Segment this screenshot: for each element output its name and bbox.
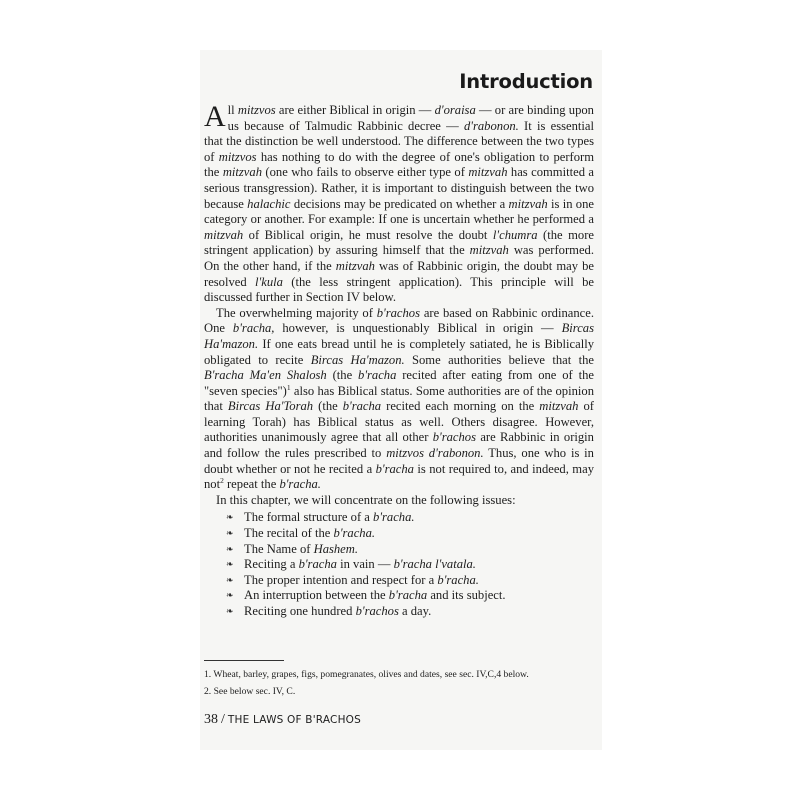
list-item [226,588,594,604]
body-text [204,100,595,620]
text-run: (the [326,368,359,383]
page-number: 38 [204,712,218,727]
list-item [226,557,594,573]
text-run: repeat the [223,477,280,492]
text-run: (one who fails to observe either type of [262,165,469,180]
folio-separator: / [221,712,225,727]
italic-term: mitzvah [335,258,375,273]
italic-term: mitzvah [204,227,244,242]
footnotes [204,666,596,700]
italic-term: b'racha [342,399,382,414]
chapter-title: Introduction [459,70,593,93]
italic-term: b'racha [358,368,397,383]
text-run: The recital of the [244,526,334,541]
footnote-1: 1. Wheat, barley, grapes, figs, pomegranates, olives and dates, see sec. IV,C,4 below. [204,669,529,680]
text-run: (the [313,399,343,414]
italic-term: mitzvah [222,165,262,180]
italic-term: mitzvah [468,165,508,180]
text-run: of Biblical origin, he must resolve the doubt [243,227,493,242]
italic-term: mitzvos [237,103,276,117]
text-run: Some authorities believe that the [404,352,594,367]
text-run: decisions may be predicated on whether a [290,196,509,211]
book-page [200,50,602,750]
italic-term: b'racha [298,557,337,572]
text-run: The Name of [244,541,314,556]
text-run: The formal structure of a [244,510,374,525]
footnote-ref: 2 [220,476,224,486]
italic-term: b'rachos [376,305,421,320]
italic-term: l'chumra [492,227,538,242]
italic-term: b'rachos [432,430,476,445]
page-footer [204,710,361,728]
text-run: also has Biblical status. Some authorities are of the opinion that [204,383,594,414]
italic-term: mitzvah [469,243,509,258]
italic-term: b'racha [388,588,428,603]
italic-term: d'rabonon. [463,118,519,133]
text-run: The proper intention and respect for a [244,572,438,587]
text-run: a day. [398,604,432,618]
text-run: are either Biblical in origin — [275,103,435,117]
ornament-bullet-icon: ❧ [226,606,234,616]
paragraph-1-text [204,100,595,305]
ornament-bullet-icon: ❧ [226,512,234,523]
text-run: are based on Rabbinic ordinance. One [204,305,594,336]
text-run: are Rabbinic in origin and follow the rules prescribed to [204,430,594,461]
text-run: If one eats bread until he is completely satiated, he is Biblically obligated to recite [204,336,594,367]
italic-term: mitzvos [218,149,257,164]
italic-term: halachic [247,196,291,211]
italic-term: b'rachos [355,604,399,618]
paragraph-3 [204,493,594,509]
text-run: (the more stringent application) by assuring himself that the [204,227,594,258]
text-run: (the less stringent application). This principle will be discussed further in Section IV below. [204,274,594,305]
italic-term: Bircas Ha'Torah [227,399,314,414]
text-run: Reciting a [244,557,299,572]
italic-term: Bircas Ha'mazon. [310,352,405,367]
text-run: An interruption between the [244,588,389,603]
list-item [226,542,594,558]
text-run: was of Rabbinic origin, the doubt may be resolved [204,258,594,289]
italic-term: b'racha. [279,477,321,492]
text-run: in vain — [336,557,394,572]
issues-list [204,510,594,619]
footnote-rule [204,660,284,661]
italic-term: B'racha Ma'en Shalosh [204,368,327,383]
ornament-bullet-icon: ❧ [226,543,234,554]
italic-term: mitzvah [508,196,548,211]
text-run: In this chapter, we will concentrate on the following issues: [216,492,516,507]
list-item [226,604,594,620]
paragraph-2 [204,306,594,493]
text-run: is in one category or another. For example: If one is uncertain whether he performed a [204,196,594,227]
italic-term: mitzvos d'rabonon. [386,446,484,461]
italic-term: Bircas Ha'mazon. [204,321,594,351]
text-run: The overwhelming majority of [216,305,377,320]
drop-cap: A [204,100,226,133]
text-run: and its subject. [427,588,506,603]
footnote-ref: 1 [286,382,291,392]
text-run: has committed a serious transgression). Rather, it is important to distinguish between the two because [204,165,594,211]
paragraph-1 [204,100,595,306]
italic-term: b'racha, [232,321,275,336]
text-run: Reciting one hundred [244,604,356,618]
italic-term: Hashem. [313,541,359,556]
italic-term: d'oraisa [434,103,476,117]
text-run: is not required to, and indeed, may not [204,461,594,492]
italic-term: b'racha l'vatala. [393,557,476,572]
italic-term: mitzvah [539,399,579,414]
ornament-bullet-icon: ❧ [226,590,234,601]
list-item [226,510,594,526]
list-item [226,526,594,542]
italic-term: b'racha. [437,572,479,587]
text-run: was performed. On the other hand, if the [204,243,594,273]
italic-term: b'racha. [333,526,376,541]
text-run: Thus, one who is in doubt whether or not he recited a [204,446,594,476]
text-run: recited after eating from one of the "seven species") [204,368,594,398]
text-run: It is essential that the distinction be well understood. The difference between the two types of [204,118,594,164]
italic-term: l'kula [255,274,283,289]
text-run: has nothing to do with the degree of one's obligation to perform the [204,149,595,180]
footnote-2: 2. See below sec. IV, C. [204,686,296,697]
running-head: THE LAWS OF B'RACHOS [227,714,362,726]
italic-term: b'racha [375,461,414,476]
ornament-bullet-icon: ❧ [226,528,234,539]
text-run: — or are binding upon us because of Talmudic Rabbinic decree — [227,103,594,133]
list-item [226,573,594,589]
text-run: ll [227,103,238,117]
text-run: recited each morning on the [381,399,540,414]
ornament-bullet-icon: ❧ [226,559,234,570]
italic-term: b'racha. [373,510,415,525]
ornament-bullet-icon: ❧ [226,574,234,585]
text-run: however, is unquestionably Biblical in origin — [274,321,562,336]
text-run: of learning Torah) has Biblical status as well. Others disagree. However, authorities unanimously agree that all other [204,399,594,445]
